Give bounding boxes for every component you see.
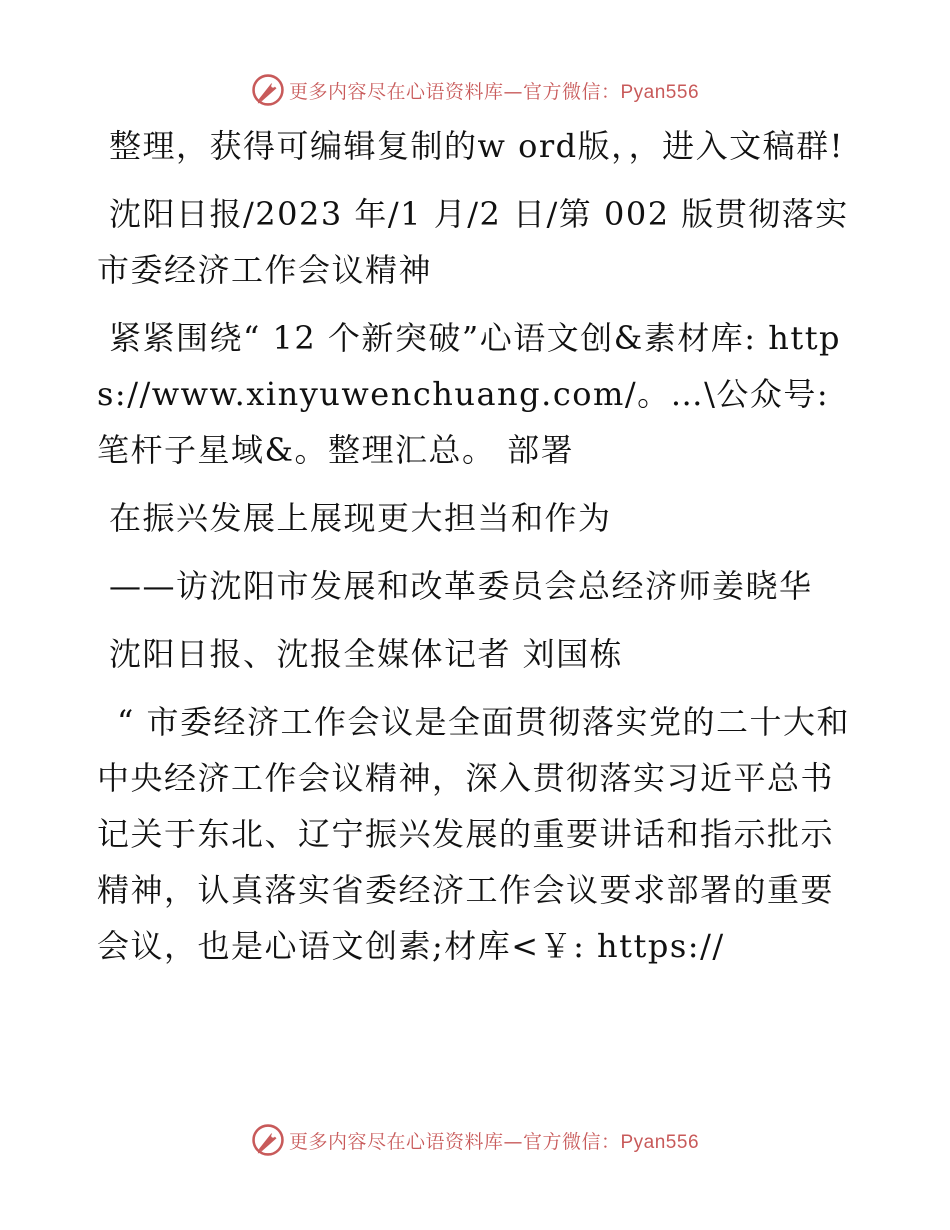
paragraph-body: “ 市委经济工作会议是全面贯彻落实党的二十大和中央经济工作会议精神，深入贯彻落实习近平总书记关于东北、辽宁振兴发展的重要讲话和指示批示精神，认真落实省委经济工作会议要求部署的重要会议，也是心语文创素;材库<￥: https:// bbox=[97, 703, 851, 965]
paragraph-byline: 沈阳日报、沈报全媒体记者 刘国栋 bbox=[109, 635, 624, 673]
paragraph-title: 在振兴发展上展现更大担当和作为 bbox=[109, 499, 612, 537]
banner-wechat-id: Pyan556 bbox=[620, 1131, 700, 1153]
header-watermark-banner bbox=[0, 70, 950, 110]
banner-label: 更多内容尽在心语资料库—官方微信： bbox=[288, 80, 621, 103]
pen-nib-logo-icon bbox=[251, 1123, 285, 1157]
paragraph-intro: 整理，获得可编辑复制的w ord版，，进入文稿群! bbox=[109, 127, 844, 165]
footer-watermark-banner bbox=[0, 1120, 950, 1160]
pen-nib-logo-icon bbox=[251, 73, 285, 107]
banner-text bbox=[289, 1127, 699, 1154]
banner-wechat-id: Pyan556 bbox=[620, 81, 700, 103]
banner-text bbox=[289, 77, 699, 104]
banner-label: 更多内容尽在心语资料库—官方微信： bbox=[288, 1130, 621, 1153]
paragraph-subheadline: 紧紧围绕“ 12 个新突破”心语文创&素材库: https://www.xinyuwenchuang.com/。…\公众号:笔杆子星域&。整理汇总。 部署 bbox=[97, 319, 842, 469]
document-body bbox=[97, 118, 857, 986]
paragraph-source-headline: 沈阳日报/2023 年/1 月/2 日/第 002 版贯彻落实市委经济工作会议精神 bbox=[97, 195, 849, 289]
paragraph-subtitle: ——访沈阳市发展和改革委员会总经济师姜晓华 bbox=[109, 567, 813, 605]
